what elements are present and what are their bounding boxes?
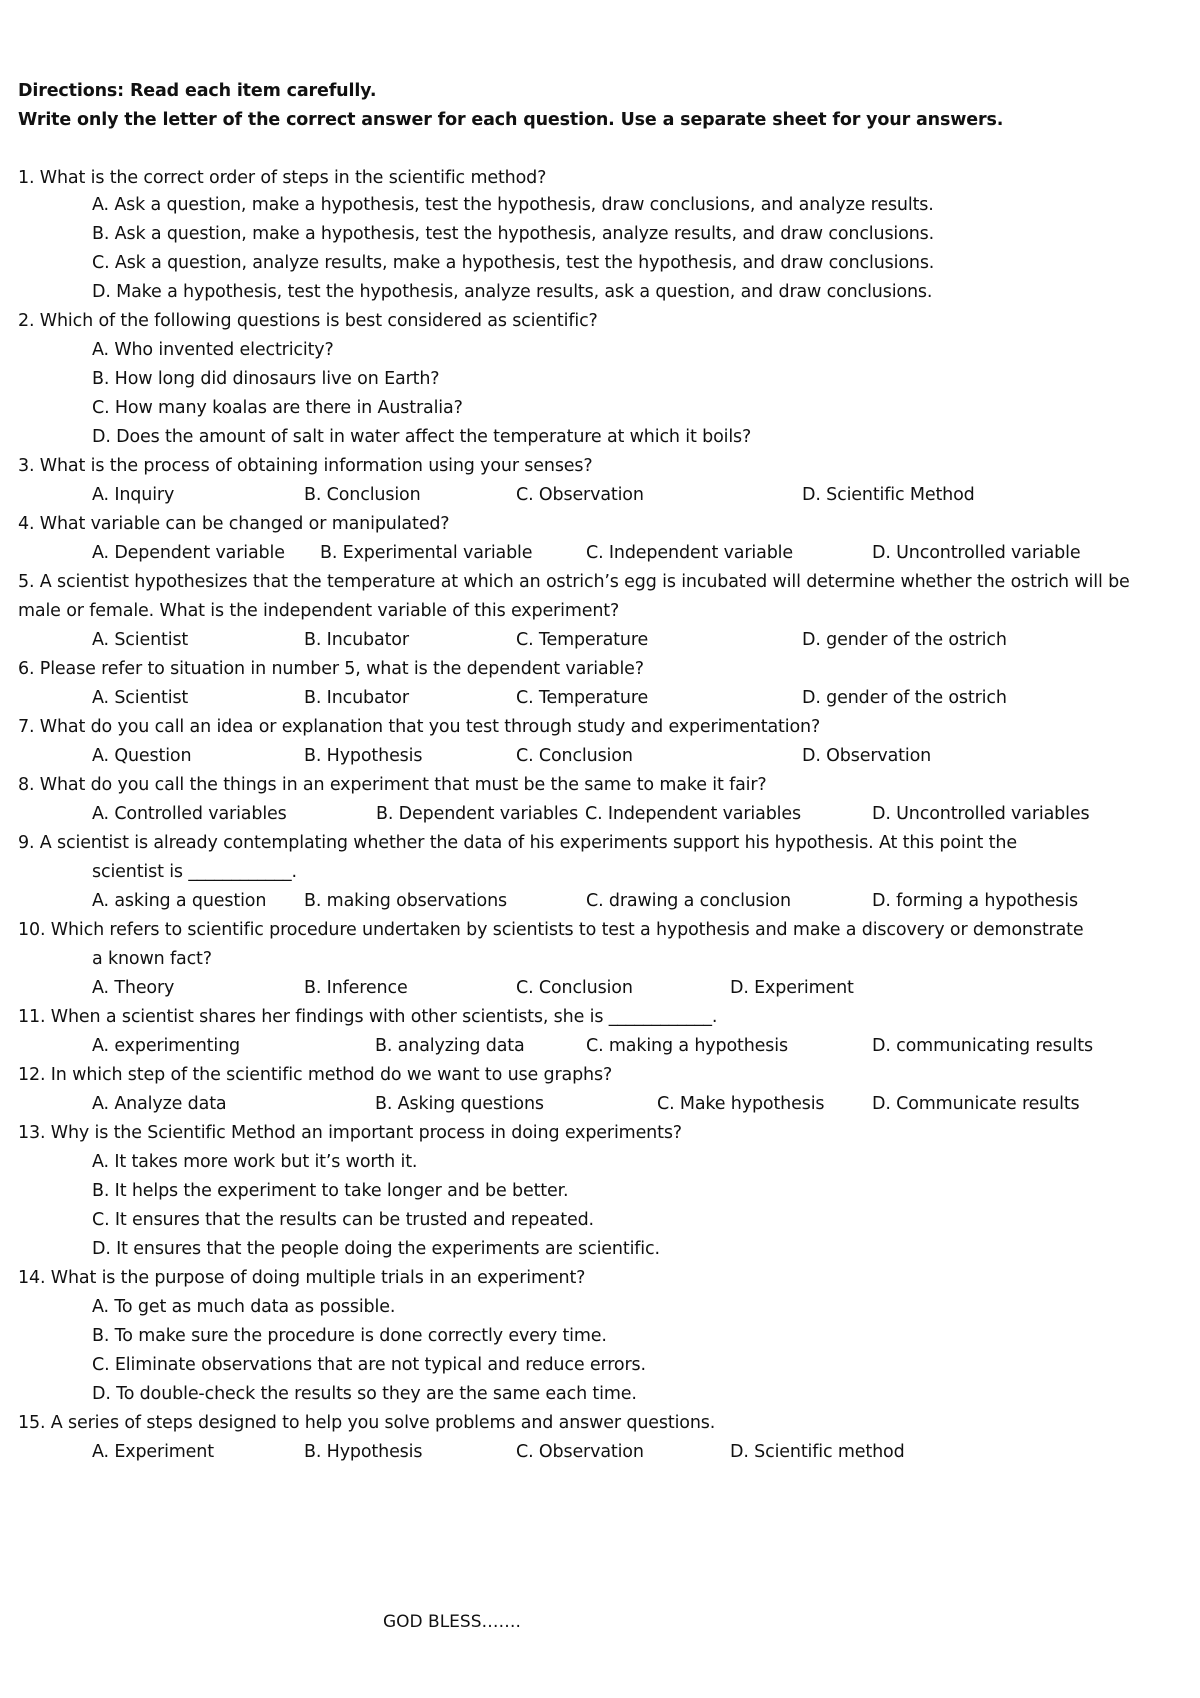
question-1-choice-a: A. Ask a question, make a hypothesis, test the hypothesis, draw conclusions, and analyze results. <box>92 195 934 215</box>
question-14-choice-d: D. To double-check the results so they are the same each time. <box>92 1384 637 1404</box>
question-6-choice-c: C. Temperature <box>516 688 649 708</box>
question-5-stem-line-2: male or female. What is the independent variable of this experiment? <box>18 601 620 621</box>
question-9-choice-d: D. forming a hypothesis <box>872 891 1078 911</box>
question-13-stem: 13. Why is the Scientific Method an important process in doing experiments? <box>18 1123 682 1143</box>
question-6-choice-d: D. gender of the ostrich <box>802 688 1007 708</box>
question-12-stem: 12. In which step of the scientific method do we want to use graphs? <box>18 1065 613 1085</box>
question-6-choices <box>92 686 1172 710</box>
question-12-choice-d: D. Communicate results <box>872 1094 1080 1114</box>
question-5-choice-d: D. gender of the ostrich <box>802 630 1007 650</box>
question-11-choices <box>92 1034 1172 1058</box>
question-7-stem: 7. What do you call an idea or explanation that you test through study and experimentation? <box>18 717 821 737</box>
question-8-choice-a: A. Controlled variables <box>92 804 287 824</box>
question-3-choice-b: B. Conclusion <box>304 485 421 505</box>
question-3-stem: 3. What is the process of obtaining information using your senses? <box>18 456 593 476</box>
question-14-stem: 14. What is the purpose of doing multiple trials in an experiment? <box>18 1268 586 1288</box>
question-11-choice-a: A. experimenting <box>92 1036 240 1056</box>
question-9-choices <box>92 889 1172 913</box>
question-3-choice-d: D. Scientific Method <box>802 485 975 505</box>
question-10-stem-line-1: 10. Which refers to scientific procedure undertaken by scientists to test a hypothesis and make a discovery or demonstrate <box>18 920 1084 940</box>
question-9-choice-a: A. asking a question <box>92 891 267 911</box>
question-10-choices <box>92 976 1172 1000</box>
question-13-choice-a: A. It takes more work but it’s worth it. <box>92 1152 418 1172</box>
question-10-stem-line-2: a known fact? <box>92 949 212 969</box>
question-9-choice-b: B. making observations <box>304 891 507 911</box>
question-2-choice-a: A. Who invented electricity? <box>92 340 334 360</box>
question-9-stem-line-1: 9. A scientist is already contemplating whether the data of his experiments support his hypothesis. At this point the <box>18 833 1017 853</box>
question-13-choice-c: C. It ensures that the results can be trusted and repeated. <box>92 1210 594 1230</box>
question-4-stem: 4. What variable can be changed or manipulated? <box>18 514 450 534</box>
question-2-choice-d: D. Does the amount of salt in water affect the temperature at which it boils? <box>92 427 752 447</box>
question-6-choice-b: B. Incubator <box>304 688 409 708</box>
question-11-choice-c: C. making a hypothesis <box>586 1036 788 1056</box>
question-10-choice-c: C. Conclusion <box>516 978 633 998</box>
question-5-choice-b: B. Incubator <box>304 630 409 650</box>
question-5-stem-line-1: 5. A scientist hypothesizes that the temperature at which an ostrich’s egg is incubated will determine whether the ostrich will be <box>18 572 1130 592</box>
question-15-choice-c: C. Observation <box>516 1442 644 1462</box>
question-7-choices <box>92 744 1172 768</box>
question-7-choice-d: D. Observation <box>802 746 932 766</box>
question-15-stem: 15. A series of steps designed to help you solve problems and answer questions. <box>18 1413 716 1433</box>
question-13-choice-d: D. It ensures that the people doing the experiments are scientific. <box>92 1239 660 1259</box>
question-2-choice-b: B. How long did dinosaurs live on Earth? <box>92 369 440 389</box>
question-3-choices <box>92 483 1172 507</box>
question-7-choice-a: A. Question <box>92 746 192 766</box>
question-4-choice-a: A. Dependent variable <box>92 543 285 563</box>
question-4-choices <box>92 541 1172 565</box>
question-15-choice-a: A. Experiment <box>92 1442 214 1462</box>
question-3-choice-c: C. Observation <box>516 485 644 505</box>
question-5-choice-a: A. Scientist <box>92 630 189 650</box>
question-9-choice-c: C. drawing a conclusion <box>586 891 791 911</box>
directions-instructions: Write only the letter of the correct answer for each question. Use a separate sheet for your answers. <box>18 110 1004 130</box>
question-12-choices <box>92 1092 1172 1116</box>
question-12-choice-a: A. Analyze data <box>92 1094 227 1114</box>
question-8-choice-c: C. Independent variables <box>585 804 801 824</box>
question-5-choice-c: C. Temperature <box>516 630 649 650</box>
question-14-choice-a: A. To get as much data as possible. <box>92 1297 396 1317</box>
question-8-choice-b: B. Dependent variables <box>376 804 579 824</box>
question-9-stem-line-2: scientist is ____________. <box>92 862 297 882</box>
question-6-choice-a: A. Scientist <box>92 688 189 708</box>
question-11-choice-b: B. analyzing data <box>375 1036 525 1056</box>
question-1-choice-b: B. Ask a question, make a hypothesis, test the hypothesis, analyze results, and draw conclusions. <box>92 224 935 244</box>
question-7-choice-c: C. Conclusion <box>516 746 633 766</box>
question-2-stem: 2. Which of the following questions is best considered as scientific? <box>18 311 598 331</box>
question-13-choice-b: B. It helps the experiment to take longer and be better. <box>92 1181 569 1201</box>
question-4-choice-d: D. Uncontrolled variable <box>872 543 1081 563</box>
closing-message: GOD BLESS……. <box>383 1612 521 1632</box>
question-15-choice-d: D. Scientific method <box>730 1442 905 1462</box>
question-4-choice-b: B. Experimental variable <box>320 543 533 563</box>
question-1-choice-d: D. Make a hypothesis, test the hypothesis, analyze results, ask a question, and draw conclusions. <box>92 282 933 302</box>
question-8-choices <box>92 802 1172 826</box>
question-14-choice-b: B. To make sure the procedure is done correctly every time. <box>92 1326 607 1346</box>
directions-heading: Directions: Read each item carefully. <box>18 81 377 101</box>
question-15-choices <box>92 1440 1172 1464</box>
question-14-choice-c: C. Eliminate observations that are not typical and reduce errors. <box>92 1355 646 1375</box>
question-6-stem: 6. Please refer to situation in number 5, what is the dependent variable? <box>18 659 644 679</box>
question-11-choice-d: D. communicating results <box>872 1036 1093 1056</box>
question-2-choice-c: C. How many koalas are there in Australia? <box>92 398 463 418</box>
question-4-choice-c: C. Independent variable <box>586 543 793 563</box>
question-5-choices <box>92 628 1172 652</box>
question-7-choice-b: B. Hypothesis <box>304 746 423 766</box>
question-15-choice-b: B. Hypothesis <box>304 1442 423 1462</box>
question-8-stem: 8. What do you call the things in an experiment that must be the same to make it fair? <box>18 775 767 795</box>
question-10-choice-a: A. Theory <box>92 978 175 998</box>
question-10-choice-b: B. Inference <box>304 978 408 998</box>
question-12-choice-c: C. Make hypothesis <box>657 1094 825 1114</box>
question-1-choice-c: C. Ask a question, analyze results, make a hypothesis, test the hypothesis, and draw conclusions. <box>92 253 935 273</box>
question-12-choice-b: B. Asking questions <box>375 1094 544 1114</box>
question-11-stem: 11. When a scientist shares her findings with other scientists, she is ____________. <box>18 1007 718 1027</box>
question-3-choice-a: A. Inquiry <box>92 485 175 505</box>
question-8-choice-d: D. Uncontrolled variables <box>872 804 1090 824</box>
question-1-stem: 1. What is the correct order of steps in the scientific method? <box>18 168 547 188</box>
question-10-choice-d: D. Experiment <box>730 978 854 998</box>
